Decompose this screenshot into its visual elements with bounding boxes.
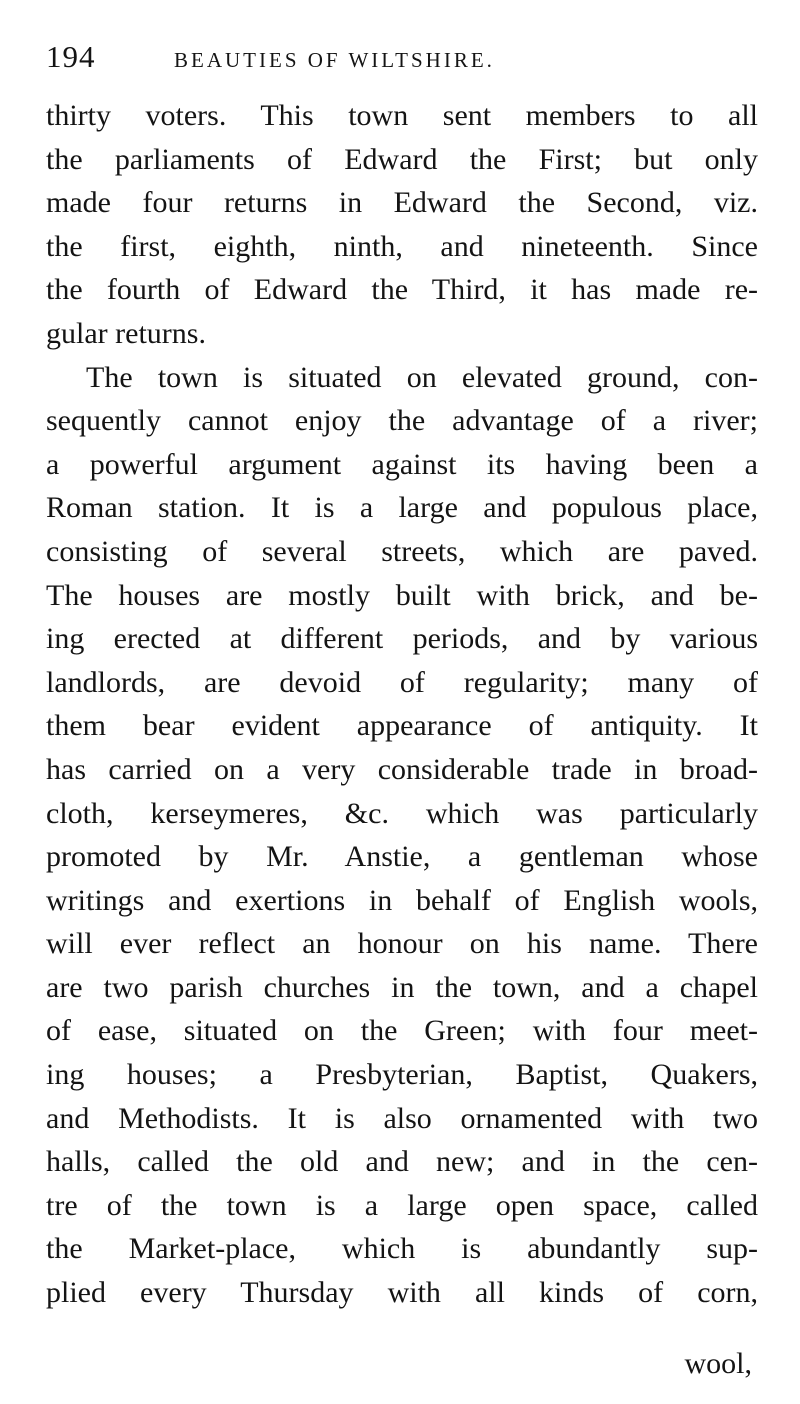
running-head: BEAUTIES OF WILTSHIRE. [174, 48, 495, 72]
text-line: sequently cannot enjoy the advantage of a river; [46, 404, 758, 438]
text-line: made four returns in Edward the Second, viz. [46, 186, 758, 220]
text-line: the first, eighth, ninth, and nineteenth. Since [46, 229, 758, 263]
text-line: gular returns. [46, 316, 206, 350]
body-text [46, 94, 758, 1315]
text-line: thirty voters. This town sent members to all [46, 99, 758, 132]
text-line: promoted by Mr. Anstie, a gentleman whose [46, 840, 758, 874]
text-line: landlords, are devoid of regularity; many of [46, 665, 758, 699]
text-line: Roman station. It is a large and populous place, [46, 491, 758, 525]
paragraph-1 [46, 94, 758, 356]
text-line: the fourth of Edward the Third, it has made re- [46, 273, 758, 307]
text-line: of ease, situated on the Green; with four meet- [46, 1014, 758, 1048]
text-line: the Market-place, which is abundantly sup- [46, 1232, 758, 1266]
page-header [46, 30, 766, 80]
text-line: halls, called the old and new; and in the cen- [46, 1145, 758, 1179]
text-line: writings and exertions in behalf of English wools, [46, 883, 758, 917]
text-line: consisting of several streets, which are paved. [46, 534, 758, 568]
text-line: a powerful argument against its having been a [46, 447, 758, 481]
text-line: are two parish churches in the town, and a chapel [46, 970, 758, 1004]
text-line: the parliaments of Edward the First; but only [46, 142, 758, 176]
text-line: has carried on a very considerable trade in broad- [46, 752, 758, 786]
text-line: tre of the town is a large open space, called [46, 1188, 758, 1222]
text-line: The town is situated on elevated ground, con- [86, 360, 758, 394]
text-line: The houses are mostly built with brick, and be- [46, 578, 758, 612]
text-line: ing erected at different periods, and by various [46, 622, 758, 656]
text-line: plied every Thursday with all kinds of corn, [46, 1276, 758, 1310]
catchword: wool, [684, 1347, 752, 1380]
text-line: will ever reflect an honour on his name. There [46, 927, 758, 961]
text-line: ing houses; a Presbyterian, Baptist, Quakers, [46, 1058, 758, 1092]
text-line: them bear evident appearance of antiquity. It [46, 709, 758, 743]
text-line: and Methodists. It is also ornamented with two [46, 1101, 758, 1135]
text-line: cloth, kerseymeres, &c. which was particularly [46, 796, 758, 830]
page-number: 194 [46, 39, 96, 74]
paragraph-2 [46, 356, 758, 1315]
